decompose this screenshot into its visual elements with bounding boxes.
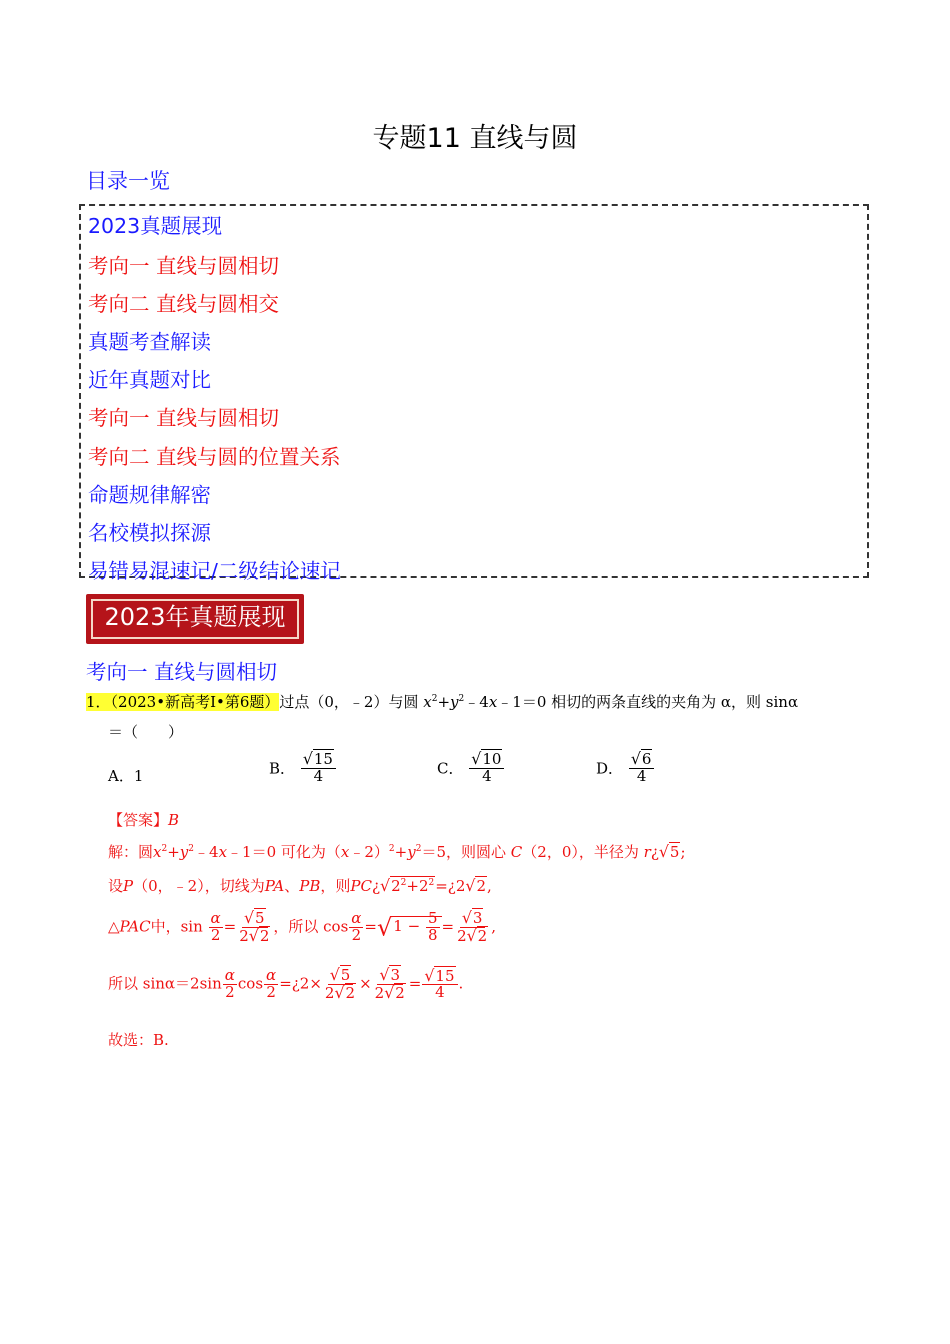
option-c[interactable]: C． $\frac{√10}{4}$ bbox=[437, 751, 505, 785]
toc-item-10[interactable]: 易错易混速记/二级结论速记 bbox=[88, 559, 341, 583]
toc-item-2[interactable]: 考向一 直线与圆相切 bbox=[88, 254, 280, 278]
page-title: 专题11 直线与圆 bbox=[372, 123, 578, 154]
section-banner bbox=[86, 594, 304, 644]
question-line-1: 1．（2023•新高考Ⅰ•第6题）过点（0，﹣2）与圆 $x^2+y^2﹣4x﹣1=0$ 相切的两条直线的夹角为 α，则 sinα bbox=[86, 693, 799, 711]
banner-text: 2023年真题展现 bbox=[104, 603, 286, 631]
toc-item-6[interactable]: 考向一 直线与圆相切 bbox=[88, 406, 280, 430]
toc-item-7[interactable]: 考向二 直线与圆的位置关系 bbox=[88, 445, 341, 469]
option-a[interactable]: A．1 bbox=[108, 767, 144, 785]
toc-item-3[interactable]: 考向二 直线与圆相交 bbox=[88, 292, 280, 316]
question-text-b: 相切的两条直线的夹角为 α，则 sinα bbox=[551, 693, 799, 711]
toc-item-9[interactable]: 名校模拟探源 bbox=[88, 521, 211, 545]
solution-line-1: 解：圆$x^2+y^2﹣4x﹣1=0$ 可化为$(x﹣2)^2+y^2=5$，则圆心 C（2，0），半径为 r¿√5; bbox=[108, 842, 686, 861]
question-number: 1．（2023•新高考Ⅰ•第6题） bbox=[86, 693, 280, 711]
solution-line-2: 设P（0，﹣2），切线为PA、PB，则$PC¿√2^2+2^2=¿2√2$, bbox=[108, 876, 492, 895]
answer-line: 【答案】B bbox=[108, 811, 180, 829]
option-d[interactable]: D． $\frac{√6}{4}$ bbox=[596, 751, 655, 785]
toc-item-5[interactable]: 近年真题对比 bbox=[88, 368, 211, 392]
solution-line-4: 所以 sinα＝2sin $\frac{\alpha}{2}$ cos $\frac{\alpha}{2}$ =¿2× $\frac{√5}{2√2}$ × $\frac{√3}{2√2}$ = $\frac{√15}{4}$ . bbox=[108, 965, 464, 1002]
toc-item-4[interactable]: 真题考查解读 bbox=[88, 330, 211, 354]
question-text-a: 过点（0，﹣2）与圆 bbox=[279, 693, 419, 711]
toc-item-1[interactable]: 2023真题展现 bbox=[88, 214, 223, 238]
question-line-2: ＝（ ） bbox=[108, 723, 184, 741]
solution-line-3: △PAC中，sin $\frac{\alpha}{2}$ = $\frac{√5}{2√2}$ ，所以 cos $\frac{\alpha}{2}$ =√1 − $\frac{5}{8}$ = $\frac{√3}{2√2}$ , bbox=[108, 908, 496, 945]
section-heading: 考向一 直线与圆相切 bbox=[86, 660, 278, 684]
toc-item-8[interactable]: 命题规律解密 bbox=[88, 483, 211, 507]
toc-box bbox=[79, 204, 869, 583]
solution-final: 故选：B. bbox=[108, 1031, 169, 1049]
toc-heading: 目录一览 bbox=[86, 169, 170, 193]
option-b[interactable]: B． $\frac{√15}{4}$ bbox=[269, 751, 337, 785]
